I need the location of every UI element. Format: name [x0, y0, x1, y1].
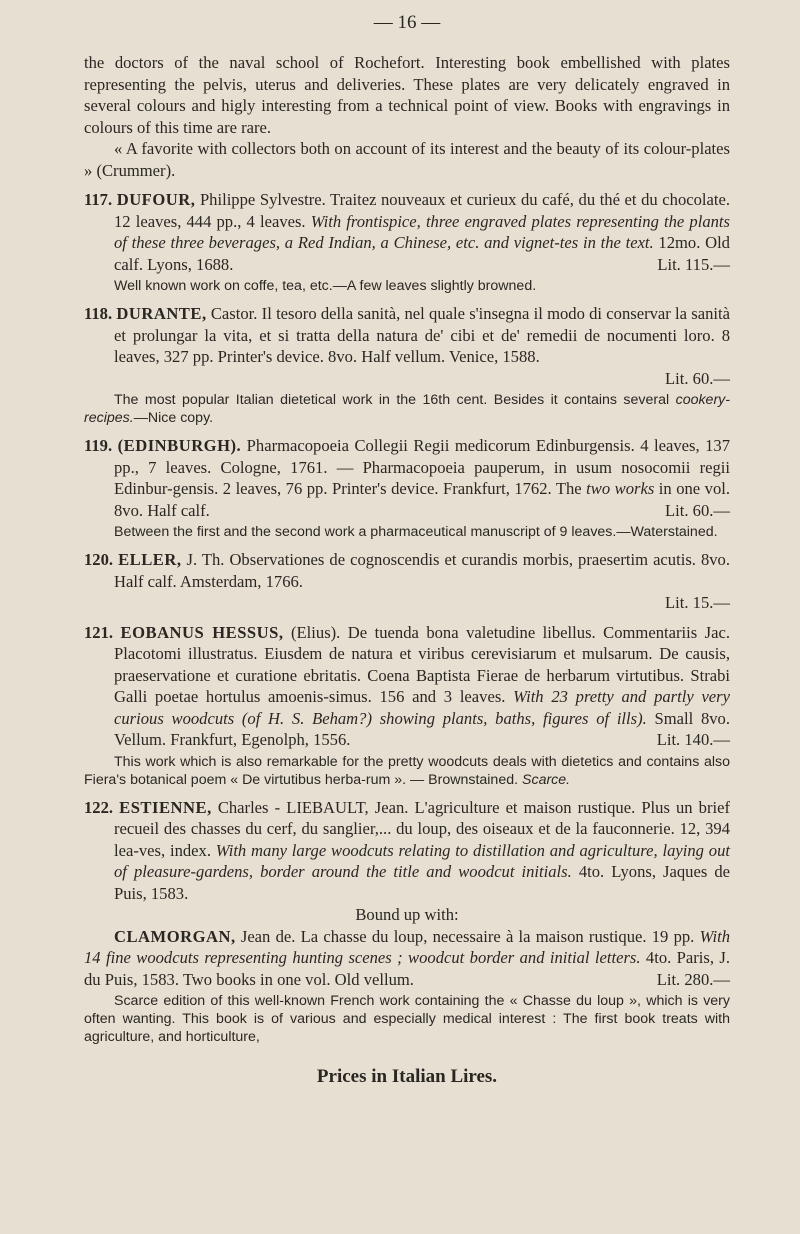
entry-note-text: The most popular Italian dietetical work in the 16th cent. Besides it contains several — [114, 392, 670, 408]
entry-title: Castor. Il tesoro della sanità, nel quale s'insegna il modo di conservar la sanità et prolungar la vita, et si tratta della natura de' cibi et de' remedii de nocumenti loro. 8 leaves, 327 pp. Printer's device. 8vo. Half vellum. Venice, 1588. — [114, 304, 730, 366]
entry-imprint: 12mo. Old calf. Lyons, 1688. — [114, 233, 730, 274]
entry-title: J. Th. Observationes de cognoscendis et curandis morbis, praesertim acutis. 8vo. Half calf. Amsterdam, 1766. — [114, 550, 730, 591]
entry-heading — [84, 797, 730, 905]
entry-title: Charles - LIEBAULT, Jean. L'agriculture et maison rustique. Plus un brief recueil des chasses du cerf, du sanglier,... du loup, des oiseaux et de la fauconnerie. 12, 394 lea-ves, index. — [114, 797, 731, 860]
entry-note: Scarce edition of this well-known French work containing the « Chasse du loup », which is very often wanting. This book is of various and especially medical interest : The first book treats with agriculture, and horticulture, — [84, 993, 730, 1045]
entry-imprint: Small 8vo. Vellum. Frankfurt, Egenolph, 1556. — [114, 708, 730, 749]
entry-title: Pharmacopoeia Collegii Regii medicorum Edinburgensis. 4 leaves, 137 pp., 7 leaves. Cologne, 1761. — Pharmacopoeia pauperum, in usum nosocomii regii Edinbur-gensis. 2 leaves, 76 pp. Printer's device. Frankfurt, 1762. The — [114, 436, 730, 498]
entry-author: DURANTE, — [116, 304, 207, 323]
entry-price: Lit. 60.— — [665, 500, 730, 520]
entry-heading — [84, 303, 730, 368]
entry-number: 117. — [84, 190, 113, 209]
sub-entry-title: Jean de. La chasse du loup, necessaire à la maison rustique. 19 pp. — [240, 926, 695, 946]
entry-price: Lit. 115.— — [657, 254, 730, 274]
bound-with-label: Bound up with: — [355, 905, 459, 924]
entry-heading — [84, 189, 730, 275]
entry-author: ESTIENNE, — [119, 797, 212, 817]
entry-price: Lit. 60.— — [665, 368, 730, 388]
entry-note-tail: —Nice copy. — [133, 410, 214, 426]
entry-note-emphasis: cookery-recipes. — [84, 392, 730, 426]
prices-footer: Prices in Italian Lires. — [316, 1066, 498, 1087]
page-number: — 16 — — [373, 12, 441, 33]
entry-heading — [84, 435, 730, 521]
sub-entry-imprint: 4to. Paris, J. du Puis, 1583. Two books in one vol. Old vellum. — [84, 948, 730, 989]
entry-heading — [84, 622, 730, 751]
entry-119 — [84, 435, 730, 541]
entry-description: With 23 pretty and partly very curious woodcuts (of H. S. Beham?) showing plants, baths, figures of ills). — [114, 687, 730, 728]
intro-block — [84, 52, 730, 181]
entry-author: EOBANUS HESSUS, — [120, 622, 284, 642]
entry-number: 118. — [84, 304, 113, 323]
entry-note-emphasis: Scarce. — [522, 771, 571, 788]
entry-author: DUFOUR, — [116, 190, 196, 209]
sub-entry-description: With 14 fine woodcuts representing hunting scenes ; woodcut border and initial letters. — [84, 926, 730, 967]
entry-imprint: 4to. Lyons, Jaques de Puis, 1583. — [114, 862, 730, 903]
entry-author: (EDINBURGH). — [117, 436, 242, 455]
intro-paragraph: the doctors of the naval school of Rochefort. Interesting book embellished with plates representing the pelvis, uterus and deliveries. These plates are very delicately engraved in several colours and higly interesting from a technical point of view. Books with engravings in colours of this time are rare. — [84, 53, 730, 137]
sub-entry-author: CLAMORGAN, — [114, 926, 236, 946]
entry-note — [84, 753, 730, 789]
entry-imprint: in one vol. 8vo. Half calf. — [114, 479, 730, 520]
entry-117 — [84, 189, 730, 295]
entry-price: Lit. 15.— — [665, 593, 730, 612]
entry-title: Philippe Sylvestre. Traitez nouveaux et curieux du café, du thé et du chocolate. 12 leaves, 444 pp., 4 leaves. — [114, 190, 731, 231]
entry-118 — [84, 303, 730, 427]
sub-entry-heading — [84, 926, 730, 991]
entry-number: 121. — [84, 622, 114, 642]
entry-note-text: This work which is also remarkable for the pretty woodcuts deals with dietetics and contains also Fiera's botanical poem « De virtutibus herba-rum ». — Brownstained. — [84, 753, 730, 788]
entry-number: 122. — [84, 797, 114, 817]
entry-price: Lit. 280.— — [656, 969, 730, 989]
entry-122 — [84, 797, 730, 1047]
entry-author: ELLER, — [118, 550, 182, 569]
entry-121 — [84, 622, 730, 789]
entry-note — [84, 391, 730, 427]
entry-description: With frontispice, three engraved plates representing the plants of these three beverages, a Red Indian, a Chinese, etc. and vignet-tes in the text. — [114, 211, 730, 252]
entry-120 — [84, 549, 730, 614]
entry-title: (Elius). De tuenda bona valetudine libellus. Commentariis Jac. Placotomi illustratus. Eiusdem de natura et viribus cerevisiarum et mulsarum. De causis, praeservatione et curatione ebritatis. Coena Baptista Fierae de herbarum virtutibus. Strabi Galli poetae hortulus amoenis-simus. 156 and 3 leaves. — [114, 622, 730, 706]
entry-number: 119. — [84, 436, 113, 455]
entry-number: 120. — [84, 550, 114, 569]
entry-description: two works — [586, 479, 655, 498]
intro-quote: « A favorite with collectors both on account of its interest and the beauty of its colour-plates » (Crummer). — [84, 139, 730, 180]
entry-price: Lit. 140.— — [656, 730, 730, 749]
entry-note: Well known work on coffe, tea, etc.—A few leaves slightly browned. — [114, 278, 537, 294]
entry-note: Between the first and the second work a pharmaceutical manuscript of 9 leaves.—Waterstained. — [114, 524, 718, 540]
entry-description: With many large woodcuts relating to distillation and agriculture, laying out of pleasure-gardens, border around the title and woodcut initials. — [114, 840, 730, 881]
entry-heading — [84, 549, 730, 592]
